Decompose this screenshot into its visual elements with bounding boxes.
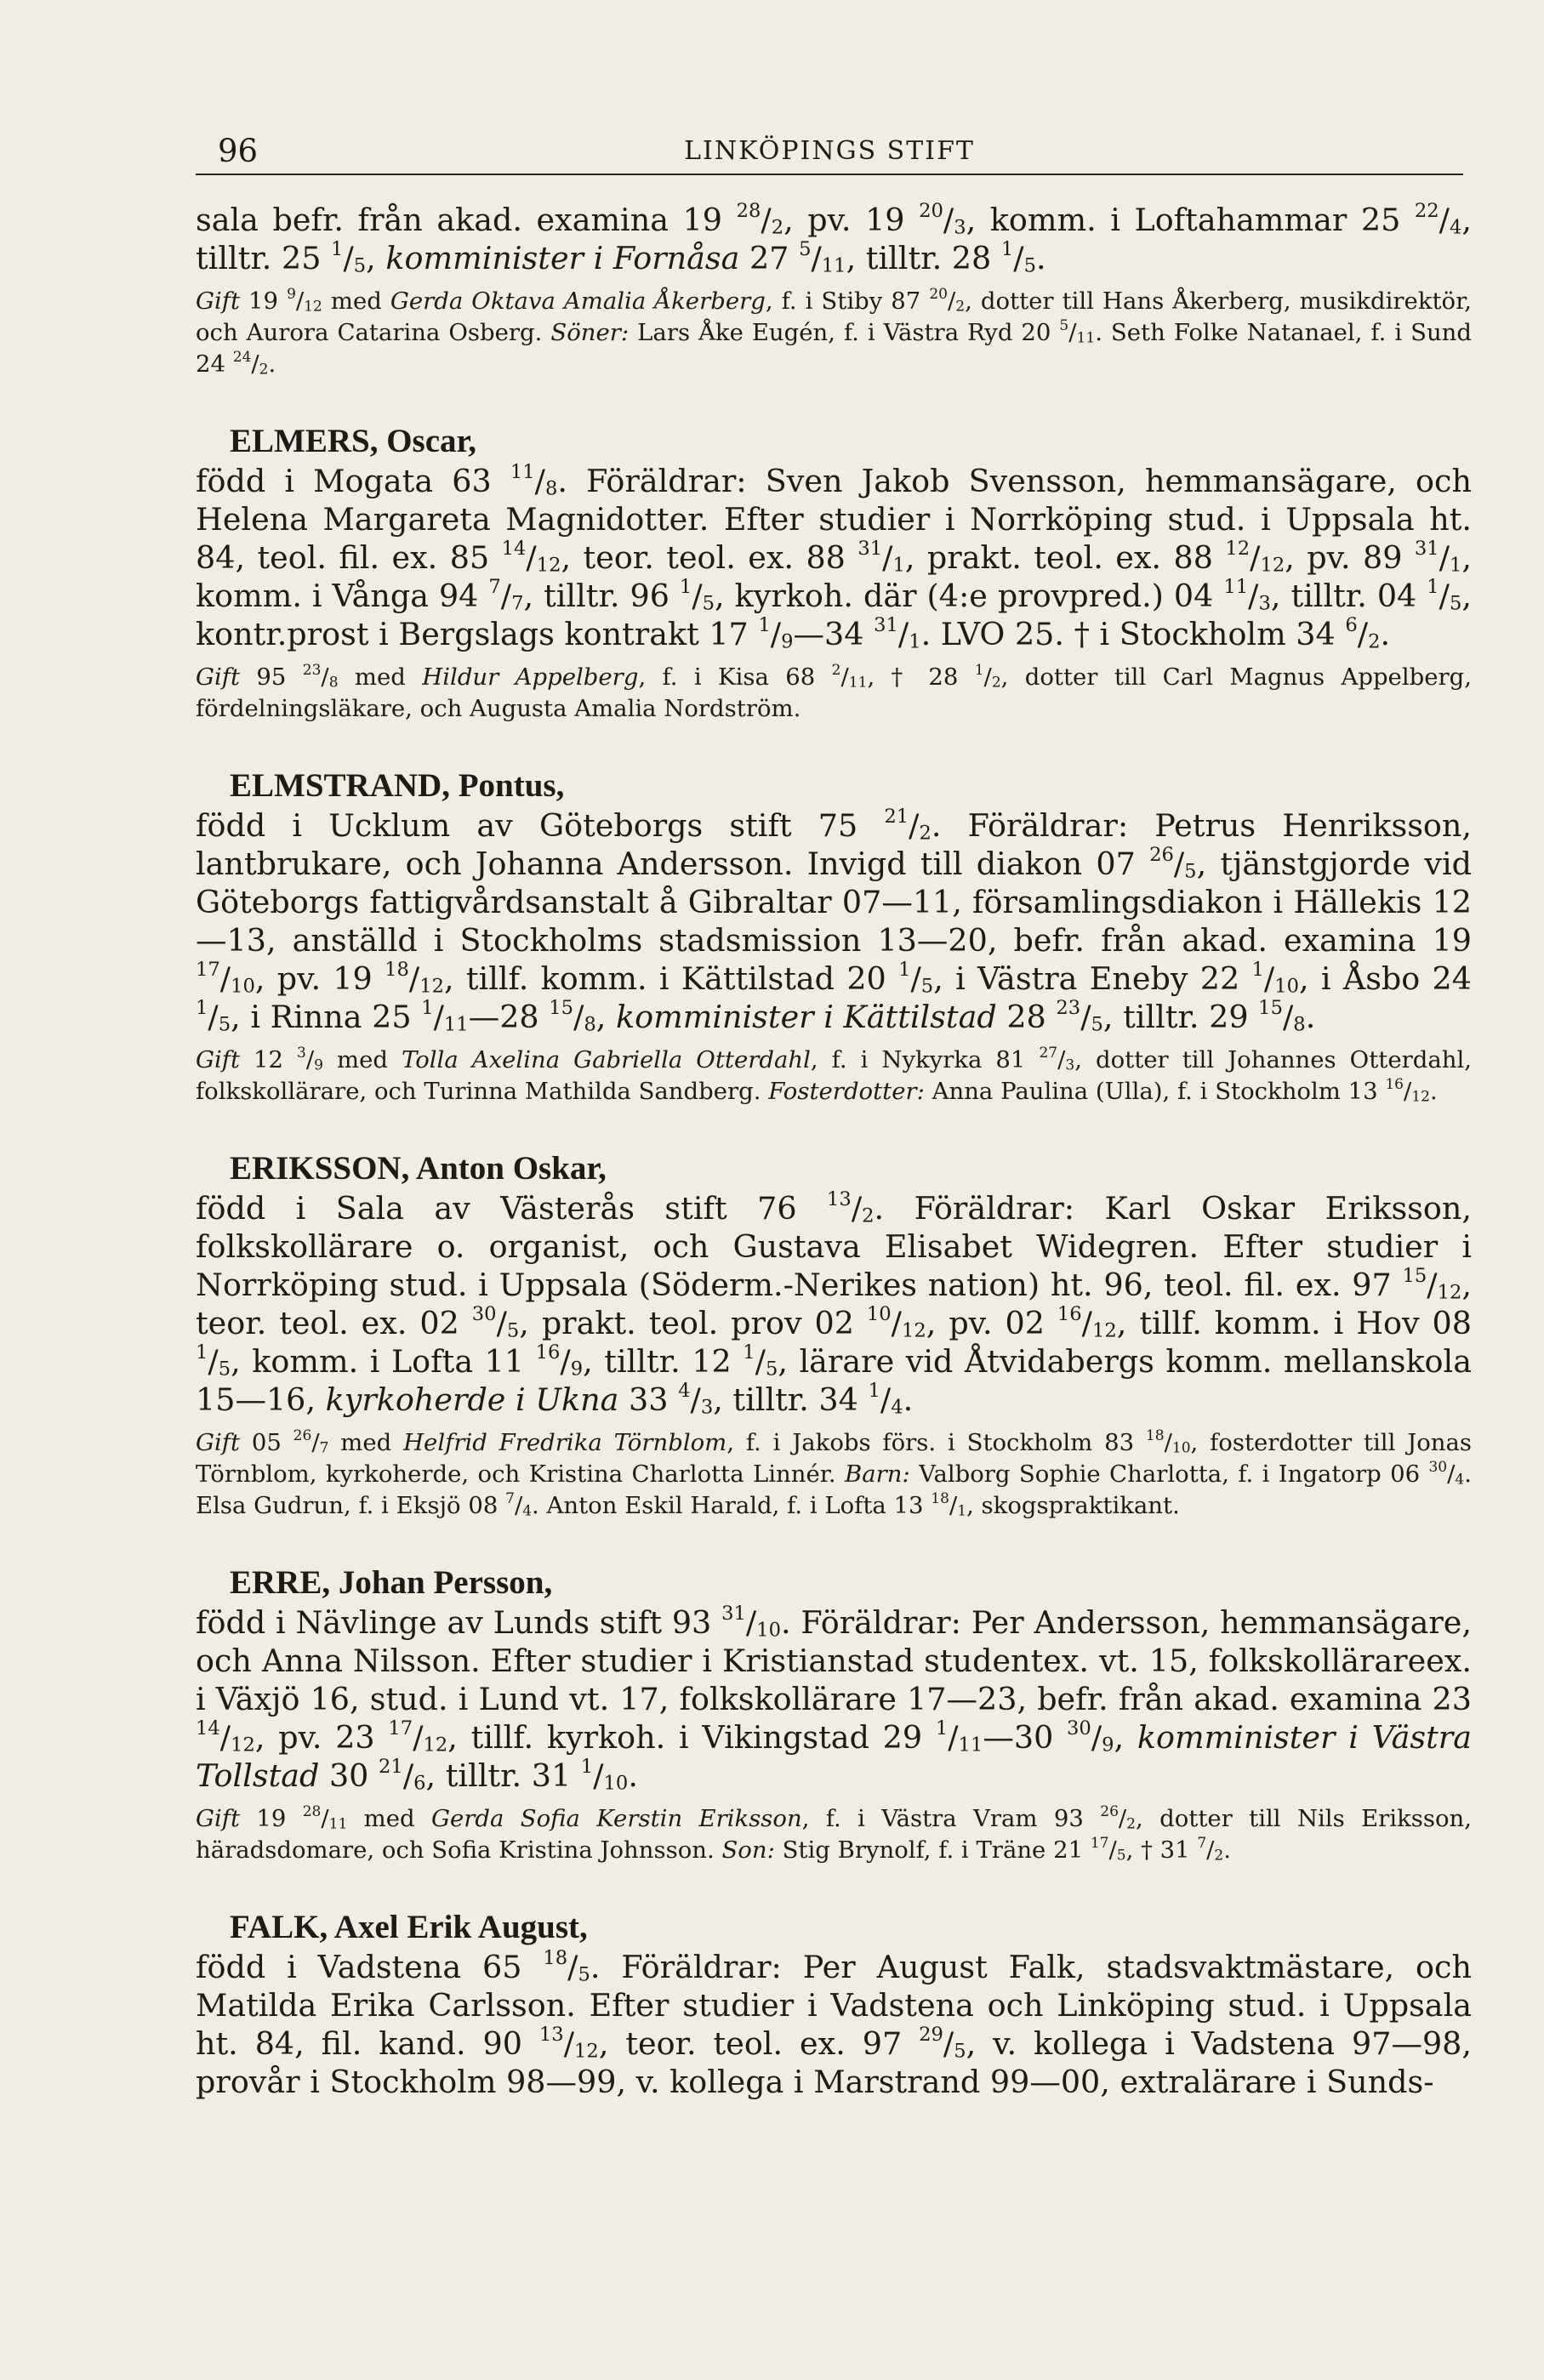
entry-family: Gift 19 $^{28}/_{11}$ med Gerda Sofia Kerstin Eriksson, f. i Västra Vram 93 $^{26}/_2$, dotter till Nils Eriksson, häradsdomare, och Sofia Kristina Johnsson. Son: Stig Brynolf, f. i Träne 21 $^{17}/_5$, † 31 $^7/_2$. bbox=[196, 1803, 1472, 1865]
biography-entry bbox=[196, 766, 1472, 1107]
entry-family: Gift 19 $^9/_{12}$ med Gerda Oktava Amalia Åkerberg, f. i Stiby 87 $^{20}/_2$, dotter till Hans Åkerberg, musikdirektör, och Aurora Catarina Osberg. Söner: Lars Åke Eugén, f. i Västra Ryd 20 $^5/_{11}$. Seth Folke Natanael, f. i Sund 24 $^{24}/_2$. bbox=[196, 286, 1473, 379]
entry-bio: född i Sala av Västerås stift 76 $^{13}/_2$. Föräldrar: Karl Oskar Eriksson, folkskollärare o. organist, och Gustava Elisabet Widegren. Efter studier i Norrköping stud. i Uppsala (Söderm.-Nerikes nation) ht. 96, teol. fil. ex. 97 $^{15}/_{12}$, teor. teol. ex. 02 $^{30}/_5$, prakt. teol. prov 02 $^{10}/_{12}$, pv. 02 $^{16}/_{12}$, tillf. komm. i Hov 08 $^1/_5$, komm. i Lofta 11 $^{16}/_9$, tilltr. 12 $^1/_5$, lärare vid Åtvidabergs komm. mellanskola 15—16, kyrkoherde i Ukna 33 $^4/_3$, tilltr. 34 $^1/_4$. bbox=[196, 1188, 1472, 1419]
entry-bio: född i Vadstena 65 $^{18}/_5$. Föräldrar: Per August Falk, stadsvaktmästare, och Matilda Erika Carlsson. Efter studier i Vadstena och Linköping stud. i Uppsala ht. 84, fil. kand. 90 $^{13}/_{12}$, teor. teol. ex. 97 $^{29}/_5$, v. kollega i Vadstena 97—98, provår i Stockholm 98—99, v. kollega i Marstrand 99—00, extralärare i Sunds- bbox=[196, 1947, 1473, 2100]
entry-name: ELMSTRAND, Pontus, bbox=[230, 767, 565, 804]
entry-name: ELMERS, Oscar, bbox=[230, 423, 477, 459]
page-body bbox=[196, 201, 1472, 2101]
entry-name: ERIKSSON, Anton Oskar, bbox=[230, 1150, 607, 1187]
page-number: 96 bbox=[218, 133, 259, 169]
biography-entry bbox=[196, 1907, 1472, 2101]
biography-entry bbox=[196, 1563, 1472, 1866]
entry-name: FALK, Axel Erik August, bbox=[230, 1909, 588, 1945]
biography-entry bbox=[196, 1148, 1472, 1522]
page-header bbox=[196, 128, 1463, 175]
entry-bio: född i Ucklum av Göteborgs stift 75 $^{21}/_2$. Föräldrar: Petrus Henriksson, lantbrukare, och Johanna Andersson. Invigd till diakon 07 $^{26}/_5$, tjänstgjorde vid Göteborgs fattigvårdsanstalt å Gibraltar 07—11, församlingsdiakon i Hällekis 12—13, anställd i Stockholms stadsmission 13—20, befr. från akad. examina 19 $^{17}/_{10}$, pv. 19 $^{18}/_{12}$, tillf. komm. i Kättilstad 20 $^1/_5$, i Västra Eneby 22 $^1/_{10}$, i Åsbo 24 $^1/_5$, i Rinna 25 $^1/_{11}—28$ $^{15}/_8$, komminister i Kättilstad 28 $^{23}/_5$, tilltr. 29 $^{15}/_8$. bbox=[196, 806, 1473, 1036]
entry-family: Gift 95 $^{23}/_8$ med Hildur Appelberg, f. i Kisa 68 $^2/_{11}$, † 28 $^1/_2$, dotter till Carl Magnus Appelberg, fördelningsläkare, och Augusta Amalia Nordström. bbox=[196, 662, 1472, 722]
biography-entry bbox=[196, 421, 1472, 725]
entry-bio: född i Mogata 63 $^{11}/_8$. Föräldrar: Sven Jakob Svensson, hemmansägare, och Helena Margareta Magnidotter. Efter studier i Norrköping stud. i Uppsala ht. 84, teol. fil. ex. 85 $^{14}/_{12}$, teor. teol. ex. 88 $^{31}/_1$, prakt. teol. ex. 88 $^{12}/_{12}$, pv. 89 $^{31}/_1$, komm. i Vånga 94 $^7/_7$, tilltr. 96 $^1/_5$, kyrkoh. där (4:e provpred.) 04 $^{11}/_3$, tilltr. 04 $^1/_5$, kontr.prost i Bergslags kontrakt 17 $^1/_9—34$ $^{31}/_1$. LVO 25. † i Stockholm 34 $^6/_2$. bbox=[196, 461, 1473, 653]
running-head: LINKÖPINGS STIFT bbox=[684, 136, 975, 166]
entry-bio: sala befr. från akad. examina 19 $^{28}/_2$, pv. 19 $^{20}/_3$, komm. i Loftahammar 25 $^{22}/_4$, tilltr. 25 $^1/_5$, komminister i Fornåsa 27 $^5/_{11}$, tilltr. 28 $^1/_5$. bbox=[196, 200, 1472, 277]
entry-name: ERRE, Johan Persson, bbox=[230, 1564, 553, 1601]
entry-family: Gift 12 $^3/_9$ med Tolla Axelina Gabriella Otterdahl, f. i Nykyrka 81 $^{27}/_3$, dotter till Johannes Otterdahl, folkskollärare, och Turinna Mathilda Sandberg. Fosterdotter: Anna Paulina (Ulla), f. i Stockholm 13 $^{16}/_{12}$. bbox=[196, 1045, 1472, 1106]
entry-family: Gift 05 $^{26}/_7$ med Helfrid Fredrika Törnblom, f. i Jakobs förs. i Stockholm 83 $^{18}/_{10}$, fosterdotter till Jonas Törnblom, kyrkoherde, och Kristina Charlotta Linnér. Barn: Valborg Sophie Charlotta, f. i Ingatorp 06 $^{30}/_4$. Elsa Gudrun, f. i Eksjö 08 $^7/_4$. Anton Eskil Harald, f. i Lofta 13 $^{18}/_1$, skogspraktikant. bbox=[196, 1427, 1473, 1520]
continued-entry bbox=[196, 201, 1472, 380]
entry-bio: född i Nävlinge av Lunds stift 93 $^{31}/_{10}$. Föräldrar: Per Andersson, hemmansägare, och Anna Nilsson. Efter studier i Kristianstad studentex. vt. 15, folkskollärareex. i Växjö 16, stud. i Lund vt. 17, folkskollärare 17—23, befr. från akad. examina 23 $^{14}/_{12}$, pv. 23 $^{17}/_{12}$, tillf. kyrkoh. i Vikingstad 29 $^1/_{11}—30$ $^{30}/_9$, komminister i Västra Tollstad 30 $^{21}/_6$, tilltr. 31 $^1/_{10}$. bbox=[196, 1603, 1472, 1795]
